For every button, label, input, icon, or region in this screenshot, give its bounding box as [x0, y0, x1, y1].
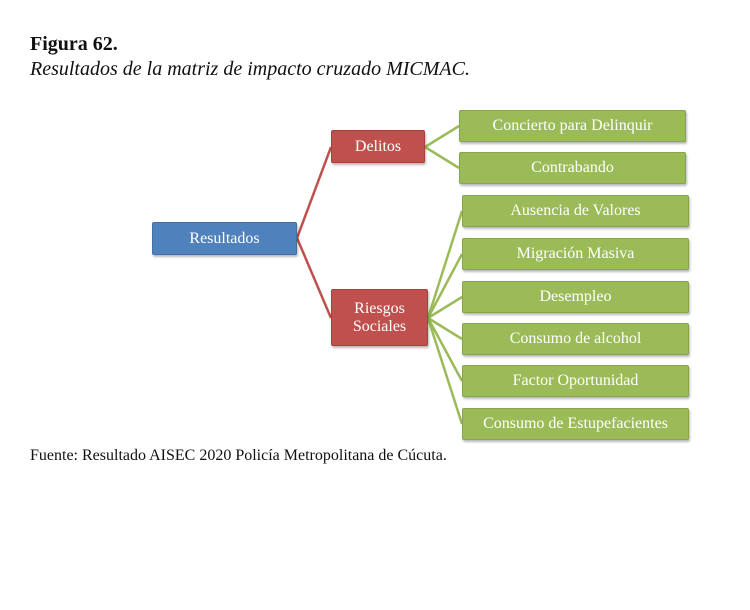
leaf-consumo-de-estupefacientes [462, 408, 689, 440]
node-root [152, 222, 297, 255]
figure-source: Fuente: Resultado AISEC 2020 Policía Metropolitana de Cúcuta. [30, 447, 447, 464]
leaf-label: Desempleo [539, 288, 612, 305]
leaf-label: Consumo de Estupefacientes [483, 415, 668, 432]
leaf-factor-oportunidad [462, 365, 689, 397]
connector-root-delitos [297, 147, 331, 238]
leaf-label: Consumo de alcohol [509, 330, 642, 347]
node-delitos-label: Delitos [354, 137, 402, 155]
node-root-label: Resultados [189, 229, 260, 247]
leaf-desempleo [462, 281, 689, 313]
node-riesgos-sociales [331, 289, 428, 346]
connector-root-riesgos [297, 238, 331, 318]
leaf-migracion-masiva [462, 238, 689, 270]
leaf-label: Contrabando [531, 159, 614, 176]
leaf-label: Concierto para Delinquir [492, 117, 653, 134]
figure-title: Figura 62. [30, 33, 118, 55]
figure-caption: Resultados de la matriz de impacto cruzado MICMAC. [30, 58, 470, 80]
leaf-ausencia-de-valores [462, 195, 689, 227]
leaf-consumo-de-alcohol [462, 323, 689, 355]
leaf-label: Factor Oportunidad [512, 372, 639, 389]
leaf-label: Ausencia de Valores [510, 202, 641, 219]
leaf-contrabando [459, 152, 686, 184]
node-delitos [331, 130, 425, 163]
leaf-concierto-para-delinquir [459, 110, 686, 142]
node-riesgos-sociales-label: Riesgos Sociales [352, 299, 407, 335]
leaf-label: Migración Masiva [516, 245, 635, 262]
connector-delitos-leaf-2 [425, 147, 459, 168]
connector-delitos-leaf-1 [425, 126, 459, 147]
